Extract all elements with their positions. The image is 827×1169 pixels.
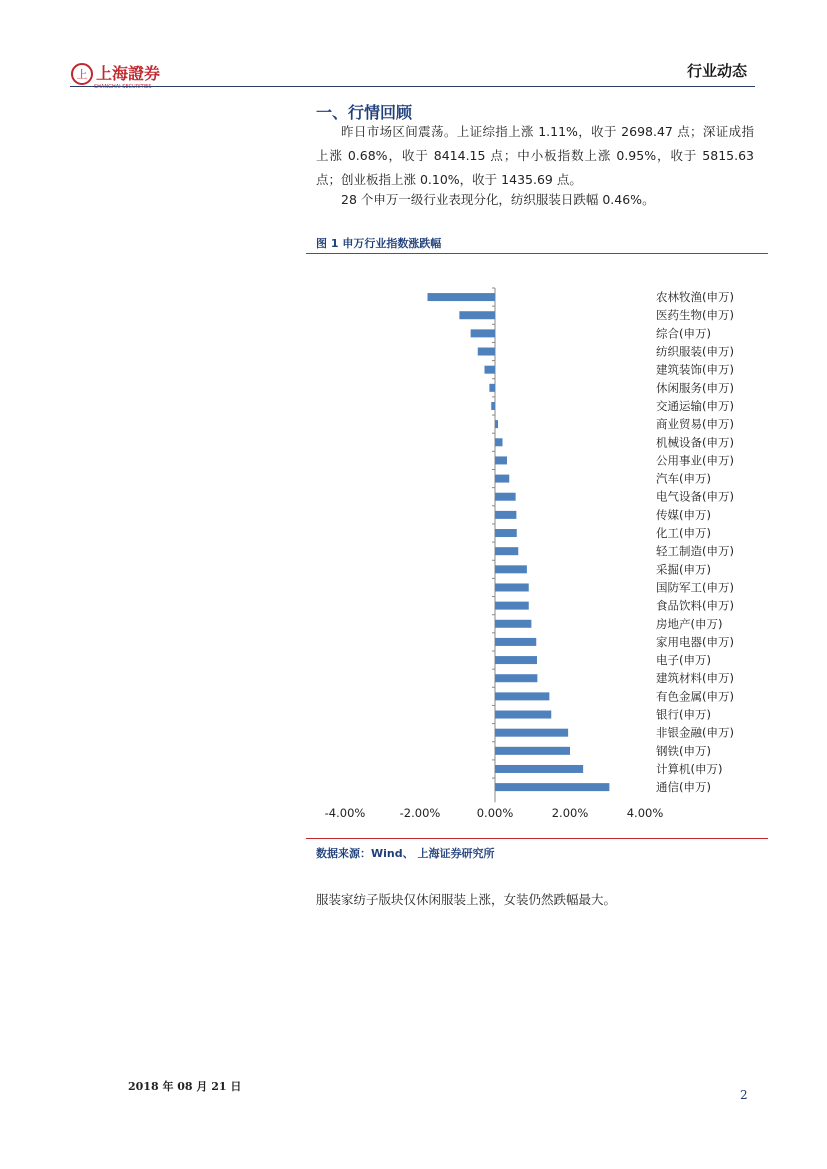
category-label: 公用事业(申万) xyxy=(656,453,734,468)
header-section-label: 行业动态 xyxy=(686,62,747,80)
bar xyxy=(495,656,537,664)
bar xyxy=(428,293,496,301)
bar xyxy=(495,783,609,791)
bar xyxy=(495,620,531,628)
bar xyxy=(495,602,529,610)
bar xyxy=(495,565,527,573)
bar xyxy=(495,765,583,773)
industry-bar-chart xyxy=(306,256,768,836)
category-label: 通信(申万) xyxy=(656,780,711,795)
category-label: 建筑材料(申万) xyxy=(656,671,734,686)
bar xyxy=(495,475,509,483)
bar xyxy=(495,456,507,464)
category-label: 有色金属(申万) xyxy=(656,689,734,704)
logo-subtext: SHANGHAI SECURITIES xyxy=(94,84,152,90)
category-label: 商业贸易(申万) xyxy=(656,417,734,432)
bar xyxy=(495,420,498,428)
section-title: 一、行情回顾 xyxy=(316,103,413,122)
category-label: 电气设备(申万) xyxy=(656,489,734,504)
x-tick-label: -4.00% xyxy=(324,806,366,821)
category-label: 计算机(申万) xyxy=(656,761,723,776)
bar xyxy=(495,583,529,591)
bar xyxy=(495,674,537,682)
bar xyxy=(478,348,495,356)
bar xyxy=(495,529,517,537)
paragraph-industry: 28 个申万一级行业表现分化，纺织服装日跌幅 0.46%。 xyxy=(341,192,655,207)
bar xyxy=(471,329,495,337)
category-label: 采掘(申万) xyxy=(656,562,711,577)
category-label: 综合(申万) xyxy=(656,326,711,341)
category-label: 电子(申万) xyxy=(656,653,711,668)
category-label: 交通运输(申万) xyxy=(656,398,734,413)
bar xyxy=(495,511,516,519)
bar xyxy=(495,638,536,646)
category-label: 纺织服装(申万) xyxy=(656,344,734,359)
svg-text:上: 上 xyxy=(76,68,88,81)
category-label: 家用电器(申万) xyxy=(656,634,734,649)
figure-title: 图 1 申万行业指数涨跌幅 xyxy=(316,237,442,250)
figure-source: 数据来源：Wind、 上海证券研究所 xyxy=(316,847,495,860)
x-tick-label: 4.00% xyxy=(626,806,664,821)
bar xyxy=(495,711,551,719)
footer-date: 2018 年 08 月 21 日 xyxy=(128,1080,242,1093)
figure-bottom-rule xyxy=(306,838,768,839)
category-label: 房地产(申万) xyxy=(656,616,723,631)
figure-top-rule xyxy=(306,253,768,254)
bar xyxy=(491,402,495,410)
category-label: 建筑装饰(申万) xyxy=(656,362,734,377)
header-divider xyxy=(70,86,755,87)
bar xyxy=(489,384,495,392)
category-label: 机械设备(申万) xyxy=(656,435,734,450)
category-label: 国防军工(申万) xyxy=(656,580,734,595)
bar xyxy=(495,729,568,737)
paragraph-market-review: 昨日市场区间震荡。上证综指上涨 1.11%，收于 2698.47 点；深证成指上涨 0.68%，收于 8414.15 点；中小板指数上涨 0.95%，收于 5815.63 点；创业板指上涨 0.10%，收于 1435.69 点。 xyxy=(316,124,754,187)
bar xyxy=(485,366,496,374)
category-label: 化工(申万) xyxy=(656,526,711,541)
category-label: 轻工制造(申万) xyxy=(656,544,734,559)
bar xyxy=(495,692,549,700)
category-label: 银行(申万) xyxy=(656,707,711,722)
bar xyxy=(495,747,570,755)
category-label: 休闲服务(申万) xyxy=(656,380,734,395)
x-tick-label: 0.00% xyxy=(476,806,514,821)
logo-wordmark: 上海證券 xyxy=(96,64,161,83)
page-number: 2 xyxy=(740,1088,748,1102)
bar xyxy=(459,311,495,319)
category-label: 医药生物(申万) xyxy=(656,308,734,323)
category-label: 汽车(申万) xyxy=(656,471,711,486)
x-tick-label: -2.00% xyxy=(399,806,441,821)
category-label: 食品饮料(申万) xyxy=(656,598,734,613)
category-label: 传媒(申万) xyxy=(656,507,711,522)
bar xyxy=(495,493,516,501)
bar xyxy=(495,438,503,446)
category-label: 农林牧渔(申万) xyxy=(656,290,734,305)
category-label: 非银金融(申万) xyxy=(656,725,734,740)
bar xyxy=(495,547,518,555)
paragraph-apparel: 服装家纺子版块仅休闲服装上涨，女装仍然跌幅最大。 xyxy=(316,892,617,907)
category-label: 钢铁(申万) xyxy=(656,743,711,758)
x-tick-label: 2.00% xyxy=(551,806,589,821)
